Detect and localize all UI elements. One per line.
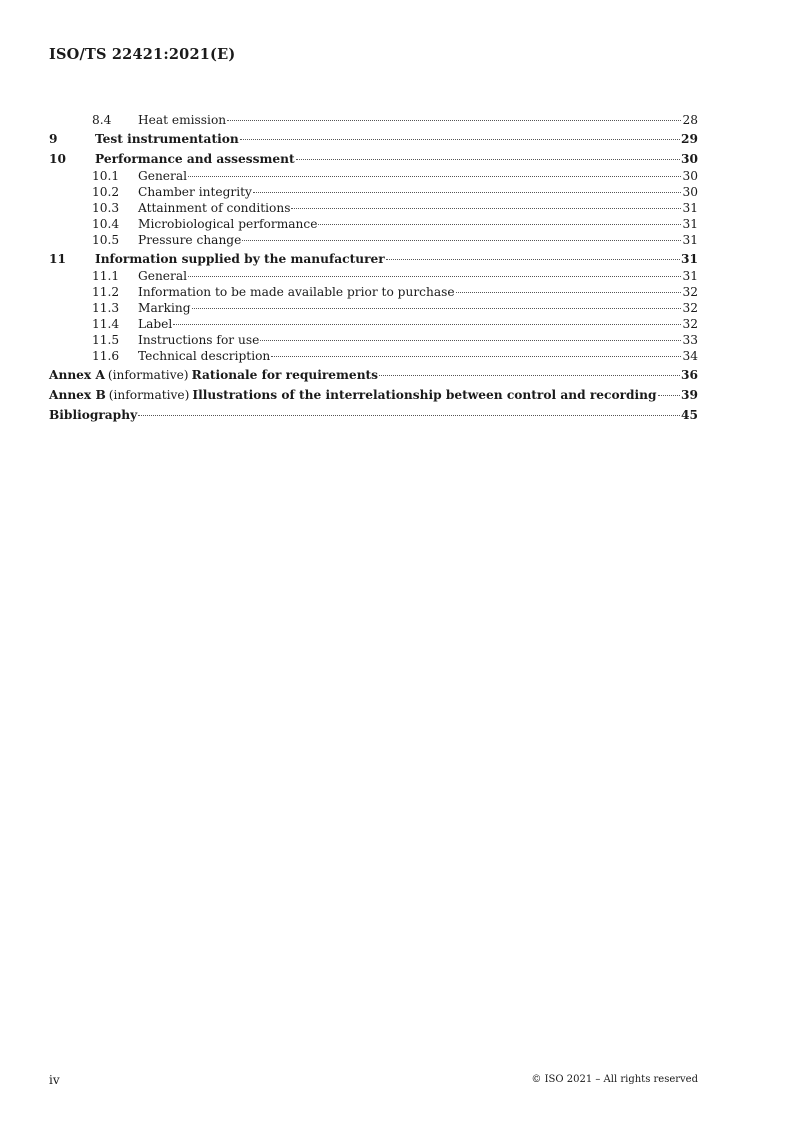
copyright-notice: © ISO 2021 – All rights reserved	[531, 1074, 698, 1085]
toc-entry-10-3[interactable]	[49, 200, 698, 216]
toc-entry-number: 10.2	[92, 185, 120, 199]
toc-entry-number: 11.6	[92, 349, 120, 363]
dot-leader	[379, 375, 680, 376]
toc-entry-page: 31	[682, 201, 698, 215]
toc-entry-number: 10.5	[92, 233, 120, 247]
toc-entry-page: 32	[682, 301, 698, 315]
toc-annex-title	[49, 387, 657, 403]
document-header: ISO/TS 22421:2021(E)	[49, 46, 236, 63]
toc-entry-title: Microbiological performance	[138, 217, 318, 231]
toc-entry-page: 33	[682, 333, 698, 347]
toc-entry-title: Rationale for requirements	[191, 368, 379, 382]
toc-entry-title: General	[138, 269, 187, 283]
toc-entry-11-2[interactable]	[49, 284, 698, 300]
toc-entry-11-3[interactable]	[49, 300, 698, 316]
dot-leader	[240, 139, 680, 140]
toc-entry-11-6[interactable]	[49, 348, 698, 364]
toc-entry-title: Information supplied by the manufacturer	[95, 252, 385, 266]
toc-entry-title: Pressure change	[138, 233, 242, 247]
toc-entry-9[interactable]	[49, 131, 698, 148]
toc-entry-number: 11	[49, 252, 66, 266]
annex-note: (informative)	[107, 368, 189, 382]
toc-entry-page: 32	[682, 317, 698, 331]
toc-entry-number: 11.3	[92, 301, 120, 315]
toc-entry-page: 36	[681, 368, 698, 382]
toc-entry-11-5[interactable]	[49, 332, 698, 348]
toc-entry-number: 10.3	[92, 201, 120, 215]
toc-entry-title: Marking	[138, 301, 191, 315]
toc-entry-10-4[interactable]	[49, 216, 698, 232]
toc-entry-11-4[interactable]	[49, 316, 698, 332]
toc-entry-page: 31	[682, 217, 698, 231]
dot-leader	[318, 224, 681, 225]
toc-entry-annex-b[interactable]	[49, 387, 698, 404]
toc-entry-page: 32	[682, 285, 698, 299]
toc-entry-title: Chamber integrity	[138, 185, 252, 199]
dot-leader	[456, 292, 682, 293]
annex-label: Annex B	[49, 388, 106, 402]
toc-entry-10-1[interactable]	[49, 168, 698, 184]
toc-entry-number: 11.4	[92, 317, 120, 331]
toc-entry-page: 30	[682, 185, 698, 199]
toc-entry-10-5[interactable]	[49, 232, 698, 248]
dot-leader	[658, 395, 681, 396]
toc-entry-number: 10.4	[92, 217, 120, 231]
toc-entry-8-4[interactable]	[49, 112, 698, 128]
toc-entry-title: Bibliography	[49, 408, 138, 422]
toc-entry-bibliography[interactable]	[49, 407, 698, 424]
annex-label: Annex A	[49, 368, 105, 382]
annex-note: (informative)	[108, 388, 190, 402]
toc-entry-number: 10	[49, 152, 66, 166]
dot-leader	[242, 240, 681, 241]
dot-leader	[227, 120, 681, 121]
toc-annex-title	[49, 367, 378, 383]
toc-entry-page: 31	[681, 252, 698, 266]
dot-leader	[253, 192, 682, 193]
table-of-contents	[49, 112, 698, 424]
toc-entry-annex-a[interactable]	[49, 367, 698, 384]
dot-leader	[386, 259, 680, 260]
toc-entry-title: Attainment of conditions	[138, 201, 291, 215]
toc-entry-number: 11.5	[92, 333, 120, 347]
dot-leader	[173, 324, 681, 325]
toc-entry-page: 34	[682, 349, 698, 363]
toc-entry-number: 11.1	[92, 269, 120, 283]
toc-entry-page: 29	[681, 132, 698, 146]
toc-entry-title: Technical description	[138, 349, 271, 363]
dot-leader	[260, 340, 681, 341]
toc-entry-title: General	[138, 169, 187, 183]
toc-entry-number: 9	[49, 132, 58, 146]
toc-entry-page: 45	[681, 408, 698, 422]
toc-entry-10-2[interactable]	[49, 184, 698, 200]
toc-entry-title: Performance and assessment	[95, 152, 295, 166]
toc-entry-title: Label	[138, 317, 173, 331]
toc-entry-page: 30	[682, 169, 698, 183]
dot-leader	[296, 159, 680, 160]
toc-entry-page: 31	[682, 233, 698, 247]
toc-entry-title: Illustrations of the interrelationship between control and recording	[192, 388, 657, 402]
toc-entry-number: 11.2	[92, 285, 120, 299]
dot-leader	[291, 208, 681, 209]
toc-entry-number: 8.4	[92, 113, 112, 127]
dot-leader	[188, 276, 681, 277]
toc-entry-page: 31	[682, 269, 698, 283]
toc-entry-number: 10.1	[92, 169, 120, 183]
dot-leader	[271, 356, 681, 357]
toc-entry-11[interactable]	[49, 251, 698, 268]
toc-entry-11-1[interactable]	[49, 268, 698, 284]
toc-entry-title: Instructions for use	[138, 333, 260, 347]
dot-leader	[138, 415, 680, 416]
toc-entry-title: Information to be made available prior to purchase	[138, 285, 455, 299]
toc-entry-page: 28	[682, 113, 698, 127]
page-number: iv	[49, 1073, 60, 1087]
toc-entry-page: 30	[681, 152, 698, 166]
dot-leader	[192, 308, 682, 309]
dot-leader	[188, 176, 681, 177]
toc-entry-10[interactable]	[49, 151, 698, 168]
toc-entry-title: Test instrumentation	[95, 132, 239, 146]
toc-entry-page: 39	[681, 388, 698, 402]
toc-entry-title: Heat emission	[138, 113, 227, 127]
